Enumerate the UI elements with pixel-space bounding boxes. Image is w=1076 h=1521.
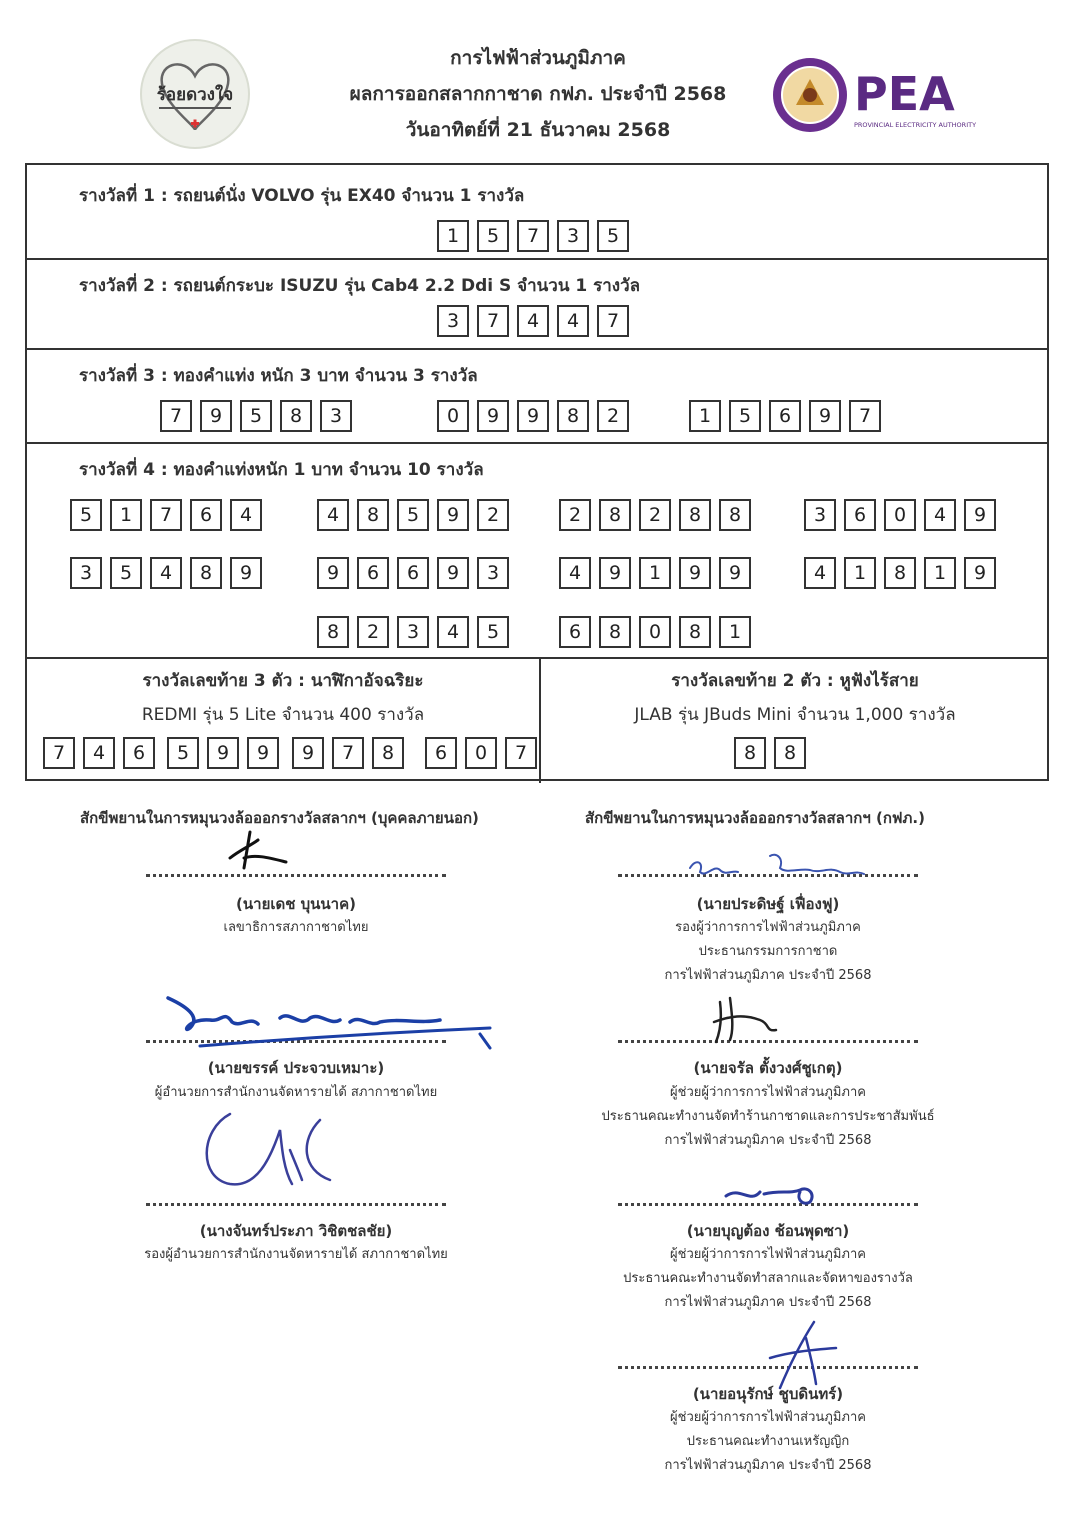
prize-4-number: [317, 616, 517, 648]
prize-1-title: รางวัลที่ 1 : รถยนต์นั่ง VOLVO รุ่น EX40 จำนวน 1 รางวัล: [79, 186, 525, 206]
signature-jaran: [700, 992, 790, 1048]
digit-box: 6: [844, 499, 876, 531]
digit-box: 5: [70, 499, 102, 531]
witness-name: (นางจันทร์ประภา วิชิตชลชัย): [199, 1222, 393, 1240]
digit-box: 5: [240, 400, 272, 432]
witness-role-list: [568, 1243, 968, 1315]
witness-role: การไฟฟ้าส่วนภูมิภาค ประจำปี 2568: [664, 968, 872, 983]
digit-box: 3: [437, 305, 469, 337]
digit-box: 4: [150, 557, 182, 589]
witness-name: (นายขรรค์ ประจวบเหมาะ): [207, 1059, 385, 1077]
digit-box: 9: [247, 737, 279, 769]
digit-box: 6: [357, 557, 389, 589]
prize-2-title: รางวัลที่ 2 : รถยนต์กระบะ ISUZU รุ่น Cab4 2.2 Ddi S จำนวน 1 รางวัล: [79, 276, 641, 296]
digit-box: 0: [639, 616, 671, 648]
prize-4-number: [559, 616, 759, 648]
last3-number: [425, 737, 545, 769]
witness-role-list: [568, 1406, 968, 1478]
digit-box: 9: [207, 737, 239, 769]
digit-box: 7: [332, 737, 364, 769]
digit-box: 9: [477, 400, 509, 432]
digit-box: 8: [280, 400, 312, 432]
digit-box: 8: [679, 499, 711, 531]
last3-title: รางวัลเลขท้าย 3 ตัว : นาฬิกาอัจฉริยะ: [142, 671, 424, 691]
prize-3-title: รางวัลที่ 3 : ทองคำแท่ง หนัก 3 บาท จำนวน 3 รางวัล: [79, 366, 478, 386]
digit-box: 6: [769, 400, 801, 432]
digit-box: 9: [517, 400, 549, 432]
digit-box: 1: [689, 400, 721, 432]
last3-subtitle: REDMI รุ่น 5 Lite จำนวน 400 รางวัล: [141, 705, 425, 725]
digit-box: 3: [804, 499, 836, 531]
digit-box: 4: [317, 499, 349, 531]
document-title: ผลการออกสลากกาชาด กฟภ. ประจำปี 2568: [349, 83, 727, 105]
org-name: การไฟฟ้าส่วนภูมิภาค: [450, 47, 626, 69]
witness-role: ผู้ช่วยผู้ว่าการการไฟฟ้าส่วนภูมิภาค: [670, 1085, 866, 1100]
digit-box: 0: [465, 737, 497, 769]
witness-role: การไฟฟ้าส่วนภูมิภาค ประจำปี 2568: [664, 1458, 872, 1473]
witness-role: รองผู้ว่าการการไฟฟ้าส่วนภูมิภาค: [675, 920, 861, 935]
roi-duang-jai-logo: [135, 38, 255, 150]
last3-number: [292, 737, 412, 769]
digit-box: 8: [557, 400, 589, 432]
digit-box: 8: [190, 557, 222, 589]
prize-4-number: [317, 557, 517, 589]
digit-box: 5: [397, 499, 429, 531]
digit-box: 8: [372, 737, 404, 769]
digit-box: 4: [559, 557, 591, 589]
prize-3-number: [689, 400, 889, 432]
witness-name: (นายบุญต้อง ช้อนพุดซา): [686, 1222, 850, 1240]
digit-box: 1: [639, 557, 671, 589]
digit-box: 8: [679, 616, 711, 648]
digit-box: 2: [559, 499, 591, 531]
prize-1-number: [437, 220, 637, 252]
prize-2-number: [437, 305, 637, 337]
digit-box: 1: [719, 616, 751, 648]
pea-logo-subtext: PROVINCIAL ELECTRICITY AUTHORITY: [854, 121, 977, 129]
digit-box: 4: [230, 499, 262, 531]
prize-4-number: [804, 499, 1004, 531]
digit-box: 0: [437, 400, 469, 432]
prize-4-number: [317, 499, 517, 531]
digit-box: 1: [844, 557, 876, 589]
witness-role: ผู้ช่วยผู้ว่าการการไฟฟ้าส่วนภูมิภาค: [670, 1410, 866, 1425]
witness-role: ประธานกรรมการกาชาด: [698, 944, 838, 959]
digit-box: 6: [559, 616, 591, 648]
prize-4-title: รางวัลที่ 4 : ทองคำแท่งหนัก 1 บาท จำนวน 10 รางวัล: [79, 460, 484, 480]
digit-box: 4: [437, 616, 469, 648]
digit-box: 5: [477, 220, 509, 252]
digit-box: 5: [477, 616, 509, 648]
digit-box: 9: [964, 499, 996, 531]
digit-box: 3: [70, 557, 102, 589]
digit-box: 8: [774, 737, 806, 769]
witness-role: ผู้อำนวยการสำนักงานจัดหารายได้ สภากาชาดไทย: [154, 1085, 438, 1100]
signature-line: [146, 1203, 446, 1206]
digit-box: 7: [43, 737, 75, 769]
signature-boonthong: [720, 1176, 830, 1210]
digit-box: 9: [679, 557, 711, 589]
digit-box: 2: [357, 616, 389, 648]
digit-box: 4: [804, 557, 836, 589]
digit-box: 9: [317, 557, 349, 589]
pea-logo: [770, 55, 990, 135]
signature-deth: [210, 828, 300, 874]
digit-box: 5: [167, 737, 199, 769]
digit-box: 3: [557, 220, 589, 252]
digit-box: 6: [190, 499, 222, 531]
digit-box: 2: [597, 400, 629, 432]
digit-box: 7: [597, 305, 629, 337]
prize-4-number: [559, 557, 759, 589]
digit-box: 7: [505, 737, 537, 769]
digit-box: 3: [397, 616, 429, 648]
witness-role: การไฟฟ้าส่วนภูมิภาค ประจำปี 2568: [664, 1133, 872, 1148]
last3-number: [43, 737, 163, 769]
prize-3-number: [437, 400, 637, 432]
digit-box: 3: [477, 557, 509, 589]
witness-name: (นายอนุรักษ์ ชูบดินทร์): [692, 1385, 844, 1403]
witness-role: ผู้ช่วยผู้ว่าการการไฟฟ้าส่วนภูมิภาค: [670, 1247, 866, 1262]
prize-2-section: [27, 260, 1047, 350]
digit-box: 7: [517, 220, 549, 252]
digit-box: 8: [599, 499, 631, 531]
last2-title: รางวัลเลขท้าย 2 ตัว : หูฟังไร้สาย: [671, 671, 919, 691]
draw-date: วันอาทิตย์ที่ 21 ธันวาคม 2568: [405, 119, 671, 141]
digit-box: 4: [517, 305, 549, 337]
digit-box: 9: [230, 557, 262, 589]
prize-3-section: [27, 350, 1047, 444]
prize-1-section: [27, 165, 1047, 260]
pea-logo-text: PEA: [854, 67, 955, 121]
witness-right-heading: สักขีพยานในการหมุนวงล้อออกรางวัลสลากฯ (กฟภ.): [585, 809, 925, 827]
digit-box: 4: [924, 499, 956, 531]
prize-4-number: [70, 557, 270, 589]
digit-box: 3: [320, 400, 352, 432]
digit-box: 2: [639, 499, 671, 531]
digit-box: 1: [924, 557, 956, 589]
last2-number: [734, 737, 814, 769]
digit-box: 4: [557, 305, 589, 337]
signature-khan: [160, 988, 500, 1058]
witness-name: (นายเดช บุนนาค): [236, 895, 356, 913]
prize-3-number: [160, 400, 360, 432]
digit-box: 5: [729, 400, 761, 432]
digit-box: 7: [477, 305, 509, 337]
digit-box: 9: [719, 557, 751, 589]
digit-box: 1: [437, 220, 469, 252]
witness-name: (นายจรัล ตั้งวงศ์ชูเกตุ): [693, 1059, 843, 1077]
digit-box: 7: [160, 400, 192, 432]
digit-box: 6: [397, 557, 429, 589]
digit-box: 6: [123, 737, 155, 769]
witness-name: (นายประดิษฐ์ เฟื่องฟู): [696, 895, 840, 913]
witness-role: การไฟฟ้าส่วนภูมิภาค ประจำปี 2568: [664, 1295, 872, 1310]
witness-role: ประธานคณะทำงานจัดทำร้านกาชาดและการประชาสัมพันธ์: [601, 1109, 935, 1124]
digit-box: 8: [719, 499, 751, 531]
digit-box: 8: [884, 557, 916, 589]
witness-role: รองผู้อำนวยการสำนักงานจัดหารายได้ สภากาชาดไทย: [144, 1247, 448, 1262]
witness-role: ประธานคณะทำงานจัดทำสลากและจัดหาของรางวัล: [623, 1271, 913, 1286]
signature-line: [146, 874, 446, 877]
digit-box: 5: [110, 557, 142, 589]
signature-pradit: [680, 848, 880, 884]
digit-box: 9: [809, 400, 841, 432]
digit-box: 8: [317, 616, 349, 648]
witness-role: ประธานคณะทำงานเหรัญญิก: [686, 1434, 850, 1449]
logo-left-text: ร้อยดวงใจ: [156, 85, 234, 105]
digit-box: 2: [477, 499, 509, 531]
prize-4-number: [804, 557, 1004, 589]
digit-box: 9: [599, 557, 631, 589]
witness-role-list: [568, 916, 968, 988]
digit-box: 1: [110, 499, 142, 531]
digit-box: 5: [597, 220, 629, 252]
prize-4-section: [27, 444, 1047, 659]
last2-subtitle: JLAB รุ่น JBuds Mini จำนวน 1,000 รางวัล: [634, 705, 956, 725]
digit-box: 8: [599, 616, 631, 648]
prize-4-number: [559, 499, 759, 531]
witness-role: เลขาธิการสภากาชาดไทย: [223, 920, 369, 935]
digit-box: 9: [437, 557, 469, 589]
digit-box: 7: [150, 499, 182, 531]
digit-box: 9: [964, 557, 996, 589]
results-box: [25, 163, 1049, 781]
digit-box: 0: [884, 499, 916, 531]
digit-box: 4: [83, 737, 115, 769]
prize-4-number: [70, 499, 270, 531]
witness-left-heading: สักขีพยานในการหมุนวงล้อออกรางวัลสลากฯ (บุคคลภายนอก): [80, 809, 479, 827]
digit-box: 8: [734, 737, 766, 769]
signature-anurak: [740, 1314, 850, 1394]
digit-box: 9: [437, 499, 469, 531]
digit-box: 6: [425, 737, 457, 769]
digit-box: 9: [200, 400, 232, 432]
digit-box: 9: [292, 737, 324, 769]
signature-chanprapa: [190, 1100, 390, 1200]
last3-number: [167, 737, 287, 769]
digit-box: 8: [357, 499, 389, 531]
witness-role-list: [568, 1081, 968, 1153]
digit-box: 7: [849, 400, 881, 432]
